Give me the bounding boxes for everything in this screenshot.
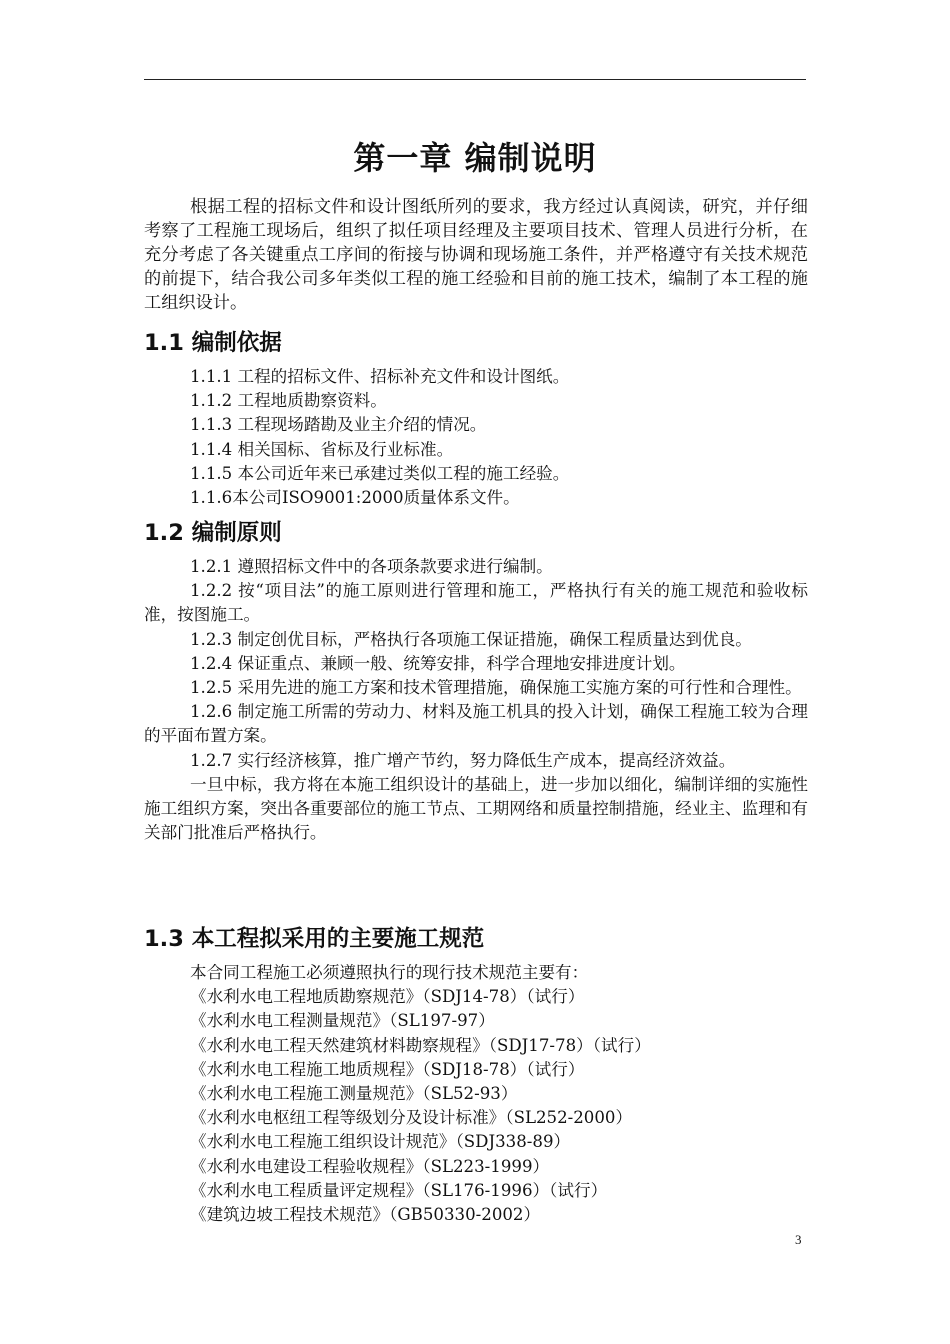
intro-paragraph: 根据工程的招标文件和设计图纸所列的要求，我方经过认真阅读，研究，并仔细考察了工程施工现场后，组织了拟任项目经理及主要项目技术、管理人员进行分析，在充分考虑了各关键重点工序间的衔接与协调和现场施工条件，并严格遵守有关技术规范的前提下，结合我公司多年类似工程的施工经验和目前的施工技术，编制了本工程的施工组织设计。: [144, 197, 808, 313]
list-item: 一旦中标，我方将在本施工组织设计的基础上，进一步加以细化，编制详细的实施性施工组织方案，突出各重要部位的施工节点、工期网络和质量控制措施，经业主、监理和有关部门批准后严格执行。: [144, 774, 808, 843]
list-item: 1.2.4 保证重点、兼顾一般、统筹安排，科学合理地安排进度计划。: [190, 653, 686, 673]
section-1-3-heading: 1.3 本工程拟采用的主要施工规范: [144, 926, 485, 952]
list-item: 1.1.5 本公司近年来已承建过类似工程的施工经验。: [190, 463, 570, 483]
list-item: 《水利水电工程施工地质规程》（SDJ18-78）（试行）: [190, 1059, 585, 1079]
list-item: 1.1.4 相关国标、省标及行业标准。: [190, 439, 454, 459]
section-1-2-heading: 1.2 编制原则: [144, 520, 282, 546]
list-item: 1.1.6本公司ISO9001:2000质量体系文件。: [190, 488, 520, 508]
list-item: 《水利水电工程施工测量规范》（SL52-93）: [190, 1084, 518, 1104]
section-1-1-heading: 1.1 编制依据: [144, 330, 282, 356]
page-number: 3: [795, 1232, 802, 1247]
list-item: 《建筑边坡工程技术规范》（GB50330-2002）: [190, 1205, 541, 1225]
list-item: 1.2.7 实行经济核算，推广增产节约，努力降低生产成本，提高经济效益。: [190, 750, 736, 770]
list-item: 1.2.1 遵照招标文件中的各项条款要求进行编制。: [190, 557, 553, 576]
header-rule: [144, 79, 806, 80]
list-item: 1.2.5 采用先进的施工方案和技术管理措施，确保施工实施方案的可行性和合理性。: [190, 678, 802, 698]
list-item: 1.2.6 制定施工所需的劳动力、材料及施工机具的投入计划，确保工程施工较为合理的平面布置方案。: [144, 702, 808, 746]
list-item: 1.1.2 工程地质勘察资料。: [190, 391, 387, 411]
list-item: 《水利水电建设工程验收规程》（SL223-1999）: [190, 1156, 550, 1176]
list-item: 1.2.3 制定创优目标，严格执行各项施工保证措施，确保工程质量达到优良。: [190, 629, 752, 649]
list-item: 《水利水电枢纽工程等级划分及设计标准》（SL252-2000）: [190, 1108, 633, 1128]
list-item: 1.2.2 按“项目法”的施工原则进行管理和施工，严格执行有关的施工规范和验收标准，按图施工。: [144, 581, 808, 625]
list-item: 《水利水电工程地质勘察规范》（SDJ14-78）（试行）: [190, 987, 585, 1007]
chapter-title: 第一章 编制说明: [353, 139, 597, 177]
section-1-3-list: [144, 961, 808, 1227]
section-1-2-list: [144, 555, 808, 845]
list-item: 《水利水电工程天然建筑材料勘察规程》（SDJ17-78）（试行）: [190, 1035, 651, 1055]
list-item: 《水利水电工程质量评定规程》（SL176-1996）（试行）: [190, 1180, 608, 1200]
list-item: 《水利水电工程施工组织设计规范》（SDJ338-89）: [190, 1132, 571, 1152]
list-item: 《水利水电工程测量规范》（SL197-97）: [190, 1011, 495, 1031]
list-item: 1.1.3 工程现场踏勘及业主介绍的情况。: [190, 415, 487, 435]
list-item: 1.1.1 工程的招标文件、招标补充文件和设计图纸。: [190, 367, 570, 386]
list-lead: 本合同工程施工必须遵照执行的现行技术规范主要有：: [190, 963, 589, 982]
section-1-1-list: [144, 365, 808, 510]
